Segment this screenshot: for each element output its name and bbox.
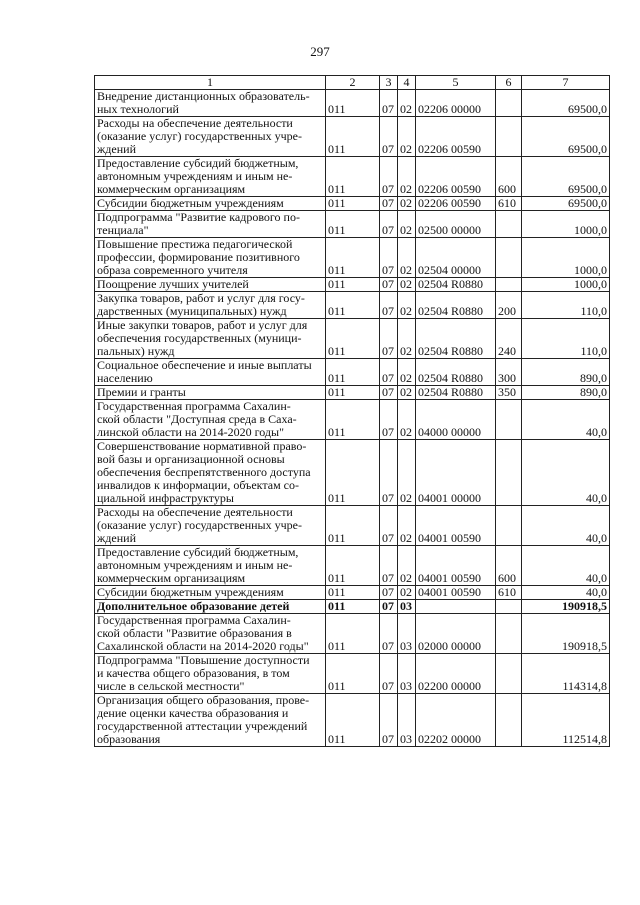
header-cell: 3 <box>380 76 398 90</box>
subsection-code: 03 <box>398 600 416 614</box>
description-line: Дополнительное образование детей <box>97 599 290 613</box>
subsection-code: 02 <box>398 157 416 197</box>
ministry-code: 011 <box>326 614 380 654</box>
description-line: тенциала" <box>97 223 149 237</box>
row-description <box>95 400 326 440</box>
target-article-code: 04001 00000 <box>416 440 496 506</box>
section-code: 07 <box>380 157 398 197</box>
table-row <box>95 586 610 600</box>
row-description <box>95 654 326 694</box>
description-line: Расходы на обеспечение деятельности <box>97 116 293 130</box>
expense-type-code <box>496 278 522 292</box>
table-row <box>95 386 610 400</box>
section-code: 07 <box>380 614 398 654</box>
expense-type-code: 610 <box>496 586 522 600</box>
amount: 890,0 <box>522 359 610 386</box>
target-article-code: 02200 00000 <box>416 654 496 694</box>
amount: 890,0 <box>522 386 610 400</box>
section-code: 07 <box>380 654 398 694</box>
table-row <box>95 506 610 546</box>
row-description <box>95 117 326 157</box>
row-description <box>95 440 326 506</box>
description-line: автономным учреждениям и иным не- <box>97 558 293 572</box>
description-line: ждений <box>97 142 136 156</box>
table-row <box>95 211 610 238</box>
subsection-code: 02 <box>398 506 416 546</box>
expense-type-code <box>496 694 522 747</box>
description-line: Субсидии бюджетным учреждениям <box>97 585 284 599</box>
target-article-code: 02206 00000 <box>416 90 496 117</box>
description-line: Предоставление субсидий бюджетным, <box>97 156 299 170</box>
page-number: 297 <box>310 44 330 59</box>
section-code: 07 <box>380 90 398 117</box>
header-cell: 2 <box>326 76 380 90</box>
subsection-code: 02 <box>398 546 416 586</box>
ministry-code: 011 <box>326 694 380 747</box>
expense-type-code <box>496 117 522 157</box>
ministry-code: 011 <box>326 359 380 386</box>
row-description <box>95 292 326 319</box>
row-description <box>95 278 326 292</box>
ministry-code: 011 <box>326 600 380 614</box>
description-line: (оказание услуг) государственных учре- <box>97 129 302 143</box>
row-description <box>95 586 326 600</box>
amount: 69500,0 <box>522 117 610 157</box>
row-description <box>95 546 326 586</box>
expense-type-code: 610 <box>496 197 522 211</box>
description-line: числе в сельской местности" <box>97 679 245 693</box>
amount: 1000,0 <box>522 278 610 292</box>
target-article-code: 02202 00000 <box>416 694 496 747</box>
description-line: Совершенствование нормативной право- <box>97 439 307 453</box>
ministry-code: 011 <box>326 546 380 586</box>
table-row <box>95 400 610 440</box>
table-row <box>95 90 610 117</box>
table-row <box>95 694 610 747</box>
ministry-code: 011 <box>326 506 380 546</box>
header-cell: 7 <box>522 76 610 90</box>
description-line: Внедрение дистанционных образователь- <box>97 89 310 103</box>
subsection-code: 02 <box>398 386 416 400</box>
description-line: дение оценки качества образования и <box>97 706 289 720</box>
row-description <box>95 238 326 278</box>
section-code: 07 <box>380 117 398 157</box>
section-code: 07 <box>380 694 398 747</box>
target-article-code: 04001 00590 <box>416 586 496 600</box>
amount: 40,0 <box>522 546 610 586</box>
row-description <box>95 319 326 359</box>
subsection-code: 03 <box>398 614 416 654</box>
target-article-code: 02504 R0880 <box>416 278 496 292</box>
section-code: 07 <box>380 400 398 440</box>
target-article-code: 02504 R0880 <box>416 359 496 386</box>
amount: 69500,0 <box>522 157 610 197</box>
table-row <box>95 117 610 157</box>
table-row <box>95 197 610 211</box>
header-cell: 5 <box>416 76 496 90</box>
target-article-code: 02504 R0880 <box>416 386 496 400</box>
ministry-code: 011 <box>326 319 380 359</box>
target-article-code: 02500 00000 <box>416 211 496 238</box>
section-code: 07 <box>380 211 398 238</box>
amount: 190918,5 <box>522 600 610 614</box>
section-code: 07 <box>380 292 398 319</box>
description-line: ской области "Доступная среда в Саха- <box>97 412 297 426</box>
description-line: Социальное обеспечение и иные выплаты <box>97 358 312 372</box>
expense-type-code: 240 <box>496 319 522 359</box>
subsection-code: 03 <box>398 694 416 747</box>
amount: 1000,0 <box>522 238 610 278</box>
expense-type-code: 600 <box>496 546 522 586</box>
subsection-code: 02 <box>398 278 416 292</box>
amount: 40,0 <box>522 586 610 600</box>
expense-type-code <box>496 654 522 694</box>
table-row <box>95 157 610 197</box>
expense-type-code <box>496 238 522 278</box>
subsection-code: 02 <box>398 117 416 157</box>
description-line: Поощрение лучших учителей <box>97 277 249 291</box>
section-code: 07 <box>380 586 398 600</box>
section-code: 07 <box>380 278 398 292</box>
description-line: Предоставление субсидий бюджетным, <box>97 545 299 559</box>
description-line: (оказание услуг) государственных учре- <box>97 518 302 532</box>
target-article-code: 02206 00590 <box>416 157 496 197</box>
amount: 69500,0 <box>522 90 610 117</box>
row-description <box>95 157 326 197</box>
row-description <box>95 90 326 117</box>
description-line: автономным учреждениям и иным не- <box>97 169 293 183</box>
description-line: ных технологий <box>97 102 179 116</box>
description-line: ской области "Развитие образования в <box>97 626 292 640</box>
description-line: образа современного учителя <box>97 263 248 277</box>
description-line: Премии и гранты <box>97 385 186 399</box>
row-description <box>95 600 326 614</box>
description-line: линской области на 2014-2020 годы" <box>97 425 285 439</box>
table-row <box>95 278 610 292</box>
description-line: Повышение престижа педагогической <box>97 237 293 251</box>
ministry-code: 011 <box>326 654 380 694</box>
subsection-code: 02 <box>398 211 416 238</box>
target-article-code: 02000 00000 <box>416 614 496 654</box>
ministry-code: 011 <box>326 238 380 278</box>
section-code: 07 <box>380 197 398 211</box>
target-article-code: 04001 00590 <box>416 506 496 546</box>
target-article-code <box>416 600 496 614</box>
amount: 110,0 <box>522 319 610 359</box>
ministry-code: 011 <box>326 278 380 292</box>
description-line: Сахалинской области на 2014-2020 годы" <box>97 639 309 653</box>
amount: 40,0 <box>522 400 610 440</box>
description-line: коммерческим организациям <box>97 182 246 196</box>
amount: 114314,8 <box>522 654 610 694</box>
description-line: Подпрограмма "Развитие кадрового по- <box>97 210 300 224</box>
amount: 190918,5 <box>522 614 610 654</box>
target-article-code: 02504 00000 <box>416 238 496 278</box>
subsection-code: 02 <box>398 440 416 506</box>
section-code: 07 <box>380 238 398 278</box>
expense-type-code: 350 <box>496 386 522 400</box>
amount: 1000,0 <box>522 211 610 238</box>
description-line: Иные закупки товаров, работ и услуг для <box>97 318 308 332</box>
row-description <box>95 506 326 546</box>
description-line: образования <box>97 732 161 746</box>
ministry-code: 011 <box>326 440 380 506</box>
ministry-code: 011 <box>326 292 380 319</box>
row-description <box>95 386 326 400</box>
ministry-code: 011 <box>326 386 380 400</box>
target-article-code: 04000 00000 <box>416 400 496 440</box>
subsection-code: 03 <box>398 654 416 694</box>
row-description <box>95 614 326 654</box>
section-code: 07 <box>380 386 398 400</box>
subsection-code: 02 <box>398 400 416 440</box>
subsection-code: 02 <box>398 197 416 211</box>
subsection-code: 02 <box>398 238 416 278</box>
description-line: обеспечения беспрепятственного доступа <box>97 465 311 479</box>
description-line: профессии, формирование позитивного <box>97 250 300 264</box>
expense-type-code <box>496 400 522 440</box>
description-line: Государственная программа Сахалин- <box>97 613 291 627</box>
expense-type-code: 300 <box>496 359 522 386</box>
row-description <box>95 211 326 238</box>
subsection-code: 02 <box>398 359 416 386</box>
ministry-code: 011 <box>326 157 380 197</box>
description-line: коммерческим организациям <box>97 571 246 585</box>
amount: 40,0 <box>522 506 610 546</box>
section-code: 07 <box>380 319 398 359</box>
expense-type-code <box>496 614 522 654</box>
table-row <box>95 614 610 654</box>
row-description <box>95 197 326 211</box>
description-line: вой базы и организационной основы <box>97 452 285 466</box>
ministry-code: 011 <box>326 400 380 440</box>
table-row <box>95 319 610 359</box>
expense-type-code <box>496 600 522 614</box>
amount: 110,0 <box>522 292 610 319</box>
subsection-code: 02 <box>398 319 416 359</box>
description-line: населению <box>97 371 153 385</box>
section-code: 07 <box>380 359 398 386</box>
description-line: Расходы на обеспечение деятельности <box>97 505 293 519</box>
description-line: и качества общего образования, в том <box>97 666 290 680</box>
description-line: обеспечения государственных (муници- <box>97 331 302 345</box>
header-cell: 4 <box>398 76 416 90</box>
expense-type-code <box>496 440 522 506</box>
amount: 69500,0 <box>522 197 610 211</box>
description-line: Государственная программа Сахалин- <box>97 399 291 413</box>
subsection-code: 02 <box>398 586 416 600</box>
table-header-row <box>95 76 610 90</box>
table-row <box>95 440 610 506</box>
expense-type-code <box>496 506 522 546</box>
ministry-code: 011 <box>326 211 380 238</box>
target-article-code: 02206 00590 <box>416 117 496 157</box>
target-article-code: 02504 R0880 <box>416 319 496 359</box>
section-code: 07 <box>380 546 398 586</box>
expense-type-code <box>496 90 522 117</box>
description-line: инвалидов к информации, объектам со- <box>97 478 299 492</box>
target-article-code: 02206 00590 <box>416 197 496 211</box>
expense-type-code: 200 <box>496 292 522 319</box>
amount: 112514,8 <box>522 694 610 747</box>
section-code: 07 <box>380 600 398 614</box>
expense-type-code: 600 <box>496 157 522 197</box>
section-code: 07 <box>380 506 398 546</box>
subsection-code: 02 <box>398 90 416 117</box>
ministry-code: 011 <box>326 90 380 117</box>
budget-table <box>94 75 610 747</box>
row-description <box>95 359 326 386</box>
description-line: пальных) нужд <box>97 344 175 358</box>
expense-type-code <box>496 211 522 238</box>
description-line: Субсидии бюджетным учреждениям <box>97 196 284 210</box>
table-row <box>95 292 610 319</box>
table-row <box>95 238 610 278</box>
target-article-code: 04001 00590 <box>416 546 496 586</box>
target-article-code: 02504 R0880 <box>416 292 496 319</box>
amount: 40,0 <box>522 440 610 506</box>
table-row <box>95 600 610 614</box>
ministry-code: 011 <box>326 197 380 211</box>
table-row <box>95 546 610 586</box>
description-line: ждений <box>97 531 136 545</box>
description-line: циальной инфраструктуры <box>97 491 234 505</box>
table-row <box>95 654 610 694</box>
header-cell: 6 <box>496 76 522 90</box>
ministry-code: 011 <box>326 117 380 157</box>
description-line: Организация общего образования, прове- <box>97 693 310 707</box>
header-cell: 1 <box>95 76 326 90</box>
description-line: дарственных (муниципальных) нужд <box>97 304 287 318</box>
ministry-code: 011 <box>326 586 380 600</box>
table-row <box>95 359 610 386</box>
description-line: Закупка товаров, работ и услуг для госу- <box>97 291 305 305</box>
subsection-code: 02 <box>398 292 416 319</box>
description-line: Подпрограмма "Повышение доступности <box>97 653 310 667</box>
description-line: государственной аттестации учреждений <box>97 719 308 733</box>
section-code: 07 <box>380 440 398 506</box>
row-description <box>95 694 326 747</box>
